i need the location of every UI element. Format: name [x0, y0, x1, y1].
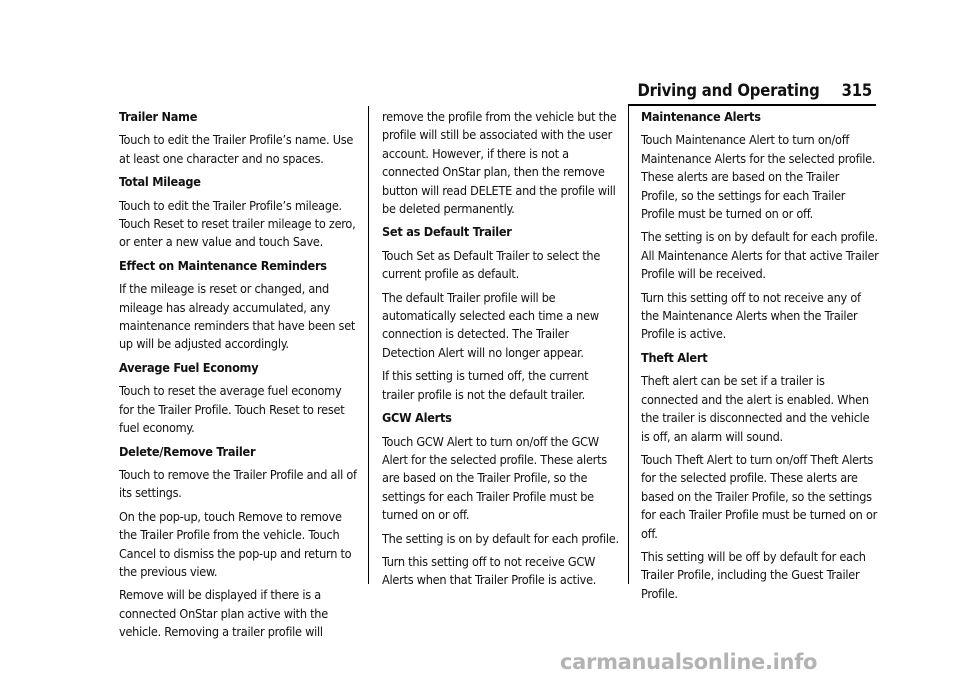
body-paragraph: remove the profile from the vehicle but the profile will still be associated with the user account. However, if there is not a connected OnStar plan, then the remove button will read DELETE and the profile will be deleted permanently. — [382, 109, 617, 217]
watermark: carmanualsonline.info — [560, 650, 818, 674]
section-heading: GCW Alerts — [382, 410, 452, 426]
section-heading: Trailer Name — [119, 109, 198, 124]
body-paragraph: Touch to edit the Trailer Profile’s name. Use at least one character and no spaces. — [119, 132, 354, 166]
body-paragraph: Touch Theft Alert to turn on/off Theft Alerts for the selected profile. These alerts are based on the Trailer Profile, so the settings for each Trailer Profile must be turned on or off. — [641, 451, 878, 541]
body-paragraph: Remove will be displayed if there is a connected OnStar plan active with the vehicle. Removing a trailer profile will — [119, 587, 328, 640]
column-divider-2 — [628, 106, 629, 584]
column-1 — [119, 108, 357, 647]
body-paragraph: On the pop-up, touch Remove to remove the Trailer Profile from the vehicle. Touch Cancel to dismiss the pop-up and return to the previous view. — [119, 508, 352, 579]
section-heading: Total Mileage — [119, 174, 201, 190]
section-heading: Effect on Maintenance Reminders — [119, 257, 327, 273]
section-heading: Maintenance Alerts — [641, 109, 761, 124]
column-divider-1 — [368, 106, 369, 584]
section-heading: Set as Default Trailer — [382, 224, 512, 240]
body-paragraph: Turn this setting off to not receive GCW Alerts when that Trailer Profile is active. — [382, 553, 597, 588]
page-number: 315 — [841, 81, 872, 100]
header-rule — [628, 104, 876, 106]
section-title: Driving and Operating — [637, 81, 820, 100]
body-paragraph: Touch to reset the average fuel economy for the Trailer Profile. Touch Reset to reset fuel economy. — [119, 383, 345, 436]
body-paragraph: Touch to edit the Trailer Profile’s mileage. Touch Reset to reset trailer mileage to zero, or enter a new value and touch Save. — [119, 197, 356, 250]
section-heading: Delete/Remove Trailer — [119, 443, 256, 459]
section-heading: Average Fuel Economy — [119, 359, 259, 375]
body-paragraph: The default Trailer profile will be automatically selected each time a new connection is detected. The Trailer Detection Alert will no longer appear. — [382, 289, 599, 360]
running-head — [638, 81, 872, 100]
body-paragraph: Touch to remove the Trailer Profile and all of its settings. — [119, 466, 357, 501]
body-paragraph: Theft alert can be set if a trailer is connected and the alert is enabled. When the trailer is disconnected and the vehicle is off, an alarm will sound. — [641, 373, 870, 444]
body-paragraph: Touch Set as Default Trailer to select the current profile as default. — [382, 247, 601, 282]
section-heading: Theft Alert — [641, 349, 708, 365]
body-paragraph: The setting is on by default for each profile. — [382, 530, 619, 546]
body-paragraph: If the mileage is reset or changed, and mileage has already accumulated, any maintenance reminders that have been set up will be adjusted accordingly. — [119, 281, 356, 352]
body-paragraph: Turn this setting off to not receive any of the Maintenance Alerts when the Trailer Profile is active. — [641, 289, 861, 342]
column-3 — [641, 108, 879, 608]
body-paragraph: The setting is on by default for each profile. All Maintenance Alerts for that active Trailer Profile will be received. — [641, 229, 879, 282]
column-2 — [382, 108, 620, 595]
body-paragraph: If this setting is turned off, the current trailer profile is not the default trailer. — [382, 368, 589, 402]
body-paragraph: Touch GCW Alert to turn on/off the GCW Alert for the selected profile. These alerts are based on the Trailer Profile, so the settings for each Trailer Profile must be turned on or off. — [382, 433, 607, 523]
body-paragraph: This setting will be off by default for each Trailer Profile, including the Guest Trailer Profile. — [641, 548, 866, 601]
body-paragraph: Touch Maintenance Alert to turn on/off Maintenance Alerts for the selected profile. These alerts are based on the Trailer Profile, so the settings for each Trailer Profile must be turned on or off. — [641, 132, 876, 222]
